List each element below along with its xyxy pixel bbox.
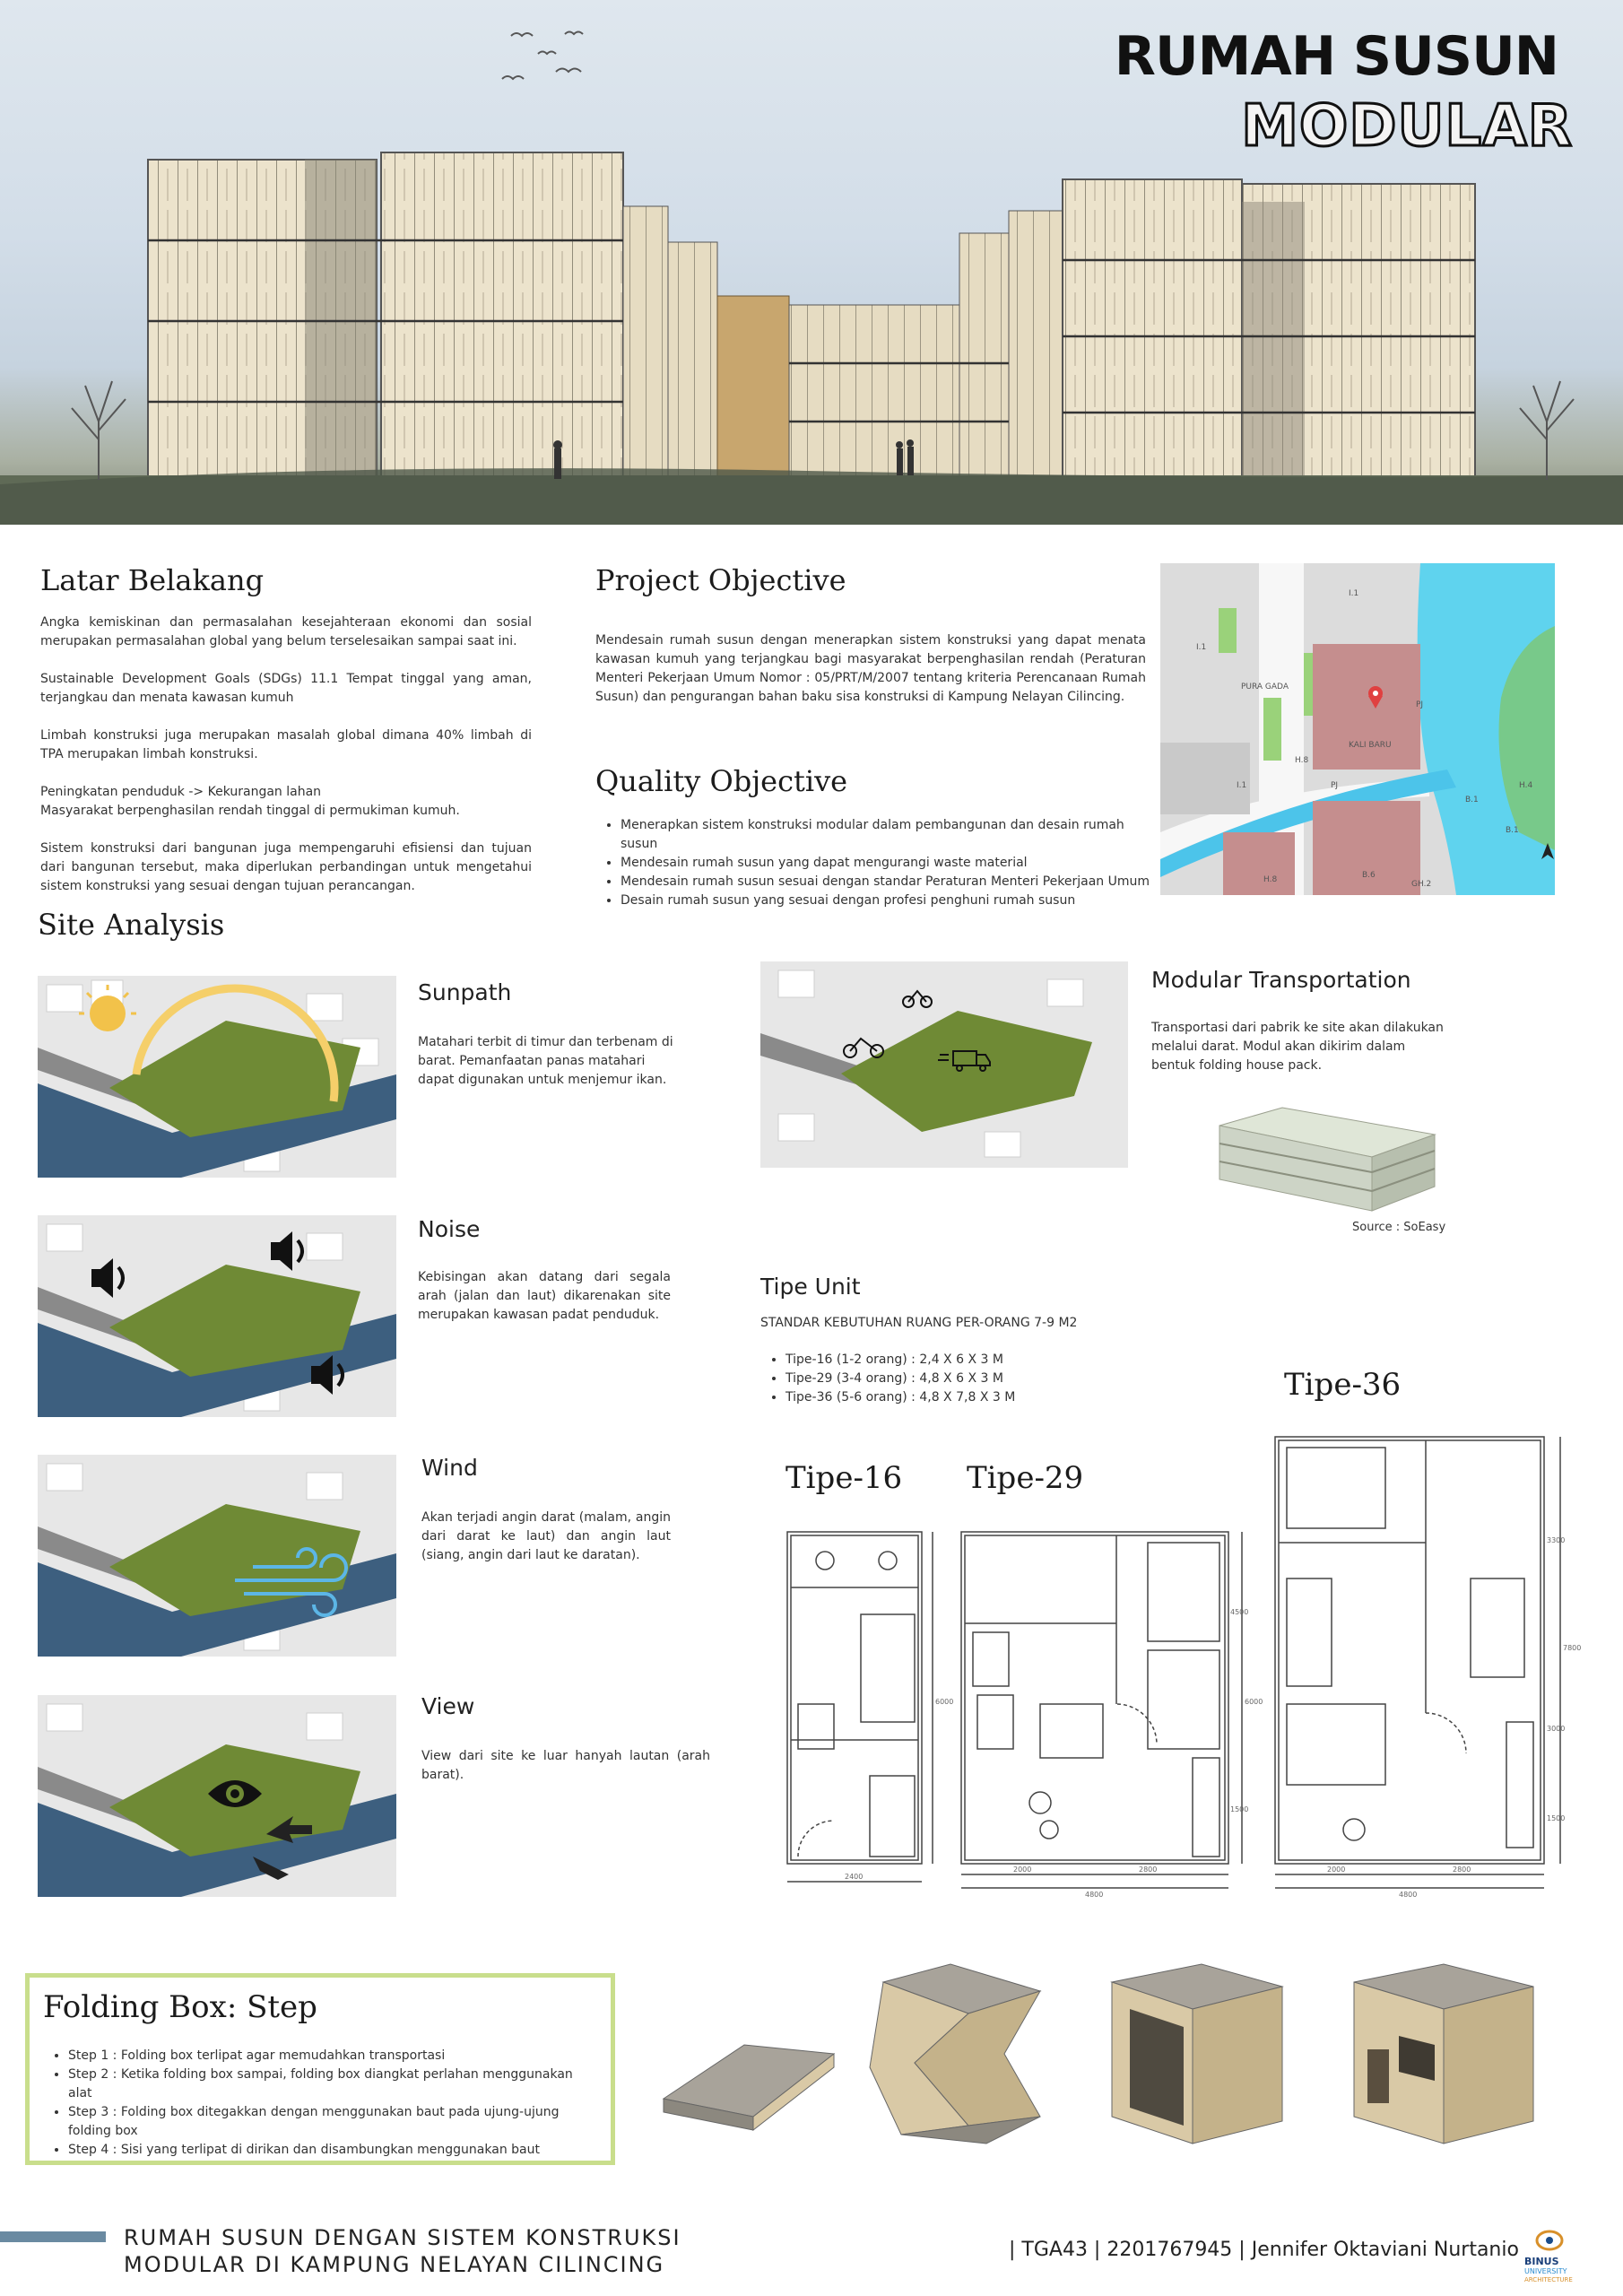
- view-title: View: [421, 1693, 475, 1719]
- image-source: Source : SoEasy: [1352, 1221, 1446, 1234]
- map-label: I.1: [1237, 781, 1247, 790]
- wind-title: Wind: [421, 1455, 478, 1481]
- dim-label: 2000: [1013, 1866, 1032, 1874]
- list-item: • Mendesain rumah susun yang dapat mengurangi waste material: [621, 854, 1159, 873]
- logo-text: BINUS: [1524, 2256, 1559, 2267]
- map-label: B.1: [1506, 826, 1519, 835]
- transport-diagram: [760, 961, 1128, 1168]
- footer-title-line: MODULAR DI KAMPUNG NELAYAN CILINCING: [124, 2252, 665, 2277]
- noise-title: Noise: [418, 1216, 481, 1242]
- dim-label: 4500: [1230, 1608, 1249, 1616]
- latar-paragraph: Peningkatan penduduk -> Kekurangan lahan Masyarakat berpenghasilan rendah tinggal di permukiman kumuh.: [40, 785, 460, 818]
- sunpath-diagram: [38, 976, 396, 1178]
- folding-box-steps: [50, 2047, 599, 2160]
- tipe-unit-subtitle: STANDAR KEBUTUHAN RUANG PER-ORANG 7-9 M2: [760, 1316, 1078, 1330]
- hero-rendering: [0, 0, 1623, 525]
- latar-belakang-heading: Latar Belakang: [40, 563, 265, 597]
- dim-label: 1500: [1230, 1805, 1249, 1813]
- dim-label: 2000: [1327, 1866, 1346, 1874]
- map-label: I.1: [1349, 589, 1359, 598]
- list-item: • Tipe-16 (1-2 orang) : 2,4 X 6 X 3 M: [785, 1351, 1144, 1370]
- floor-plans: [771, 1435, 1582, 1901]
- map-label: H.4: [1519, 781, 1533, 790]
- tipe-unit-title: Tipe Unit: [760, 1274, 861, 1300]
- view-text: View dari site ke luar hanyah lautan (arah barat).: [421, 1749, 710, 1782]
- sunpath-title: Sunpath: [418, 979, 512, 1005]
- dim-label: 6000: [1245, 1698, 1263, 1706]
- site-map: [1160, 563, 1555, 895]
- footer-meta: | TGA43 | 2201767945 | Jennifer Oktaviani Nurtanio: [1009, 2239, 1519, 2261]
- list-item: • Step 1 : Folding box terlipat agar memudahkan transportasi: [68, 2047, 599, 2066]
- tipe-unit-list: [768, 1351, 1144, 1407]
- list-item: • Step 3 : Folding box ditegakkan dengan menggunakan baut pada ujung-ujung folding box: [68, 2103, 599, 2141]
- logo-text: ARCHITECTURE: [1524, 2276, 1573, 2283]
- map-label: B.6: [1362, 871, 1376, 880]
- dim-label: 2800: [1453, 1866, 1471, 1874]
- latar-paragraph: Sustainable Development Goals (SDGs) 11.1 Tempat tinggal yang aman, terjangkau dan menata kawasan kumuh: [40, 672, 532, 705]
- wind-diagram: [38, 1455, 396, 1657]
- dim-label: 3300: [1547, 1536, 1566, 1544]
- latar-paragraph: Angka kemiskinan dan permasalahan kesejahteraan ekonomi dan sosial merupakan permasalahan global yang belum terselesaikan sampai saat ini.: [40, 615, 532, 648]
- map-label: PURA GADA: [1241, 683, 1289, 691]
- project-objective-text: Mendesain rumah susun dengan menerapkan sistem konstruksi yang dapat menata kawasan kumuh yang terjangkau bagi masyarakat berpenghasilan rendah (Peraturan Menteri Pekerjaan Umum Nomor : 05/PRT/M/2007 tentang kriteria Perencanaan Rumah Susun) dan pengurangan bahan baku sisa konstruksi di Kampung Nelayan Cilincing.: [595, 633, 1146, 704]
- list-item: • Tipe-36 (5-6 orang) : 4,8 X 7,8 X 3 M: [785, 1388, 1144, 1407]
- noise-text: Kebisingan akan datang dari segala arah (jalan dan laut) dikarenakan site merupakan kawasan padat penduduk.: [418, 1270, 671, 1322]
- dim-label: 4800: [1399, 1891, 1418, 1899]
- quality-objective-heading: Quality Objective: [595, 764, 848, 798]
- folding-box-heading: Folding Box: Step: [43, 1989, 317, 2025]
- map-label: H.8: [1295, 756, 1309, 765]
- map-label: H.8: [1263, 875, 1278, 884]
- map-label: PJ: [1331, 781, 1339, 790]
- footer-accent-bar: [0, 2231, 106, 2242]
- map-label: KALI BARU: [1349, 741, 1392, 750]
- map-label: I.1: [1196, 643, 1207, 652]
- map-label: PJ: [1416, 700, 1424, 709]
- plan-label-tipe16: Tipe-16: [785, 1460, 903, 1496]
- quality-objective-list: [603, 816, 1159, 910]
- transport-text: Transportasi dari pabrik ke site akan dilakukan melalui darat. Modul akan dikirim dalam bentuk folding house pack.: [1151, 1021, 1444, 1073]
- latar-belakang-text: [40, 613, 532, 915]
- dim-label: 3000: [1547, 1725, 1566, 1733]
- view-diagram: [38, 1695, 396, 1897]
- folding-box-steps-illustration: [646, 1946, 1596, 2161]
- latar-paragraph: Sistem konstruksi dari bangunan juga mempengaruhi efisiensi dan tujuan dari bangunan tersebut, maka diperlukan perbandingan untuk mengetahui sistem konstruksi yang sesuai dengan tujuan perancangan.: [40, 841, 532, 893]
- dim-label: 6000: [935, 1698, 954, 1706]
- dim-label: 2400: [845, 1873, 864, 1881]
- footer-title-line: RUMAH SUSUN DENGAN SISTEM KONSTRUKSI: [124, 2225, 681, 2250]
- project-objective-heading: Project Objective: [595, 563, 846, 597]
- dim-label: 2800: [1139, 1866, 1158, 1874]
- latar-paragraph: Limbah konstruksi juga merupakan masalah global dimana 40% limbah di TPA merupakan limbah konstruksi.: [40, 728, 532, 761]
- dim-label: 7800: [1563, 1644, 1582, 1652]
- wind-text: Akan terjadi angin darat (malam, angin dari darat ke laut) dan angin laut (siang, angin dari laut ke daratan).: [421, 1510, 671, 1562]
- sunpath-text: Matahari terbit di timur dan terbenam di barat. Pemanfaatan panas matahari dapat digunakan untuk menjemur ikan.: [418, 1035, 673, 1087]
- list-item: • Mendesain rumah susun sesuai dengan standar Peraturan Menteri Pekerjaan Umum: [621, 873, 1159, 891]
- site-analysis-heading: Site Analysis: [38, 908, 225, 942]
- dim-label: 4800: [1085, 1891, 1104, 1899]
- logo-text: UNIVERSITY: [1524, 2267, 1567, 2275]
- binus-logo: [1524, 2226, 1614, 2289]
- list-item: • Tipe-29 (3-4 orang) : 4,8 X 6 X 3 M: [785, 1370, 1144, 1388]
- poster-title: RUMAH SUSUN: [1114, 25, 1558, 88]
- poster-subtitle: MODULAR: [1241, 93, 1573, 160]
- noise-diagram: [38, 1215, 396, 1417]
- plan-label-tipe36: Tipe-36: [1284, 1367, 1402, 1403]
- list-item: • Menerapkan sistem konstruksi modular dalam pembangunan dan desain rumah susun: [621, 816, 1159, 854]
- plan-label-tipe29: Tipe-29: [967, 1460, 1084, 1496]
- map-label: GH.2: [1411, 880, 1432, 889]
- transport-title: Modular Transportation: [1151, 967, 1411, 993]
- map-label: B.1: [1465, 796, 1479, 804]
- list-item: • Step 4 : Sisi yang terlipat di dirikan dan disambungkan menggunakan baut: [68, 2141, 599, 2160]
- list-item: • Desain rumah susun yang sesuai dengan profesi penghuni rumah susun: [621, 891, 1159, 910]
- dim-label: 1500: [1547, 1814, 1566, 1822]
- list-item: • Step 2 : Ketika folding box sampai, folding box diangkat perlahan menggunakan alat: [68, 2066, 599, 2103]
- footer-title: [124, 2224, 681, 2278]
